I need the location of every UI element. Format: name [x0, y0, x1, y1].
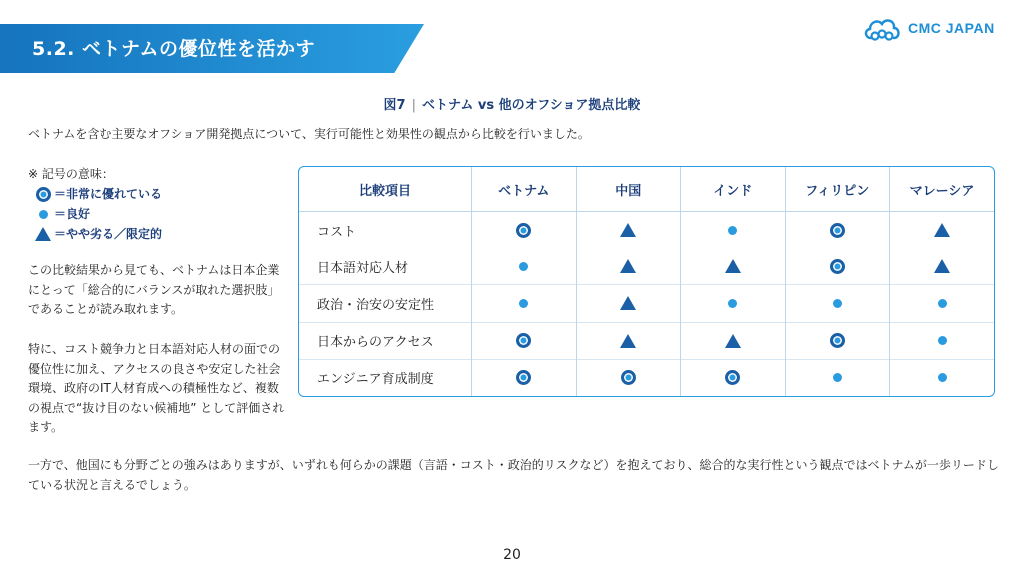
- figure-label: 図7: [383, 98, 406, 113]
- double-circle-icon: [516, 333, 531, 348]
- rating-cell: [576, 212, 681, 249]
- circle-icon: [833, 299, 842, 308]
- triangle-icon: [725, 259, 741, 273]
- rating-cell: [785, 322, 890, 359]
- rating-cell: [681, 359, 786, 396]
- cloud-logo-icon: [862, 14, 902, 42]
- rating-cell: [785, 285, 890, 322]
- page-number: 20: [503, 547, 521, 563]
- table-row: [299, 212, 994, 249]
- comparison-table: [298, 166, 995, 397]
- double-circle-icon: [516, 223, 531, 238]
- table-header-cell: マレーシア: [890, 167, 995, 212]
- circle-icon: [519, 262, 528, 271]
- double-circle-icon: [830, 223, 845, 238]
- rating-cell: [681, 212, 786, 249]
- rating-cell: [472, 212, 577, 249]
- rating-cell: [576, 359, 681, 396]
- legend-item: ＝やや劣る／限定的: [28, 224, 162, 244]
- table-row: [299, 359, 994, 396]
- table-header-cell: インド: [681, 167, 786, 212]
- company-logo: [862, 14, 995, 42]
- rating-cell: [472, 322, 577, 359]
- circle-icon: [833, 373, 842, 382]
- triangle-icon: [725, 334, 741, 348]
- detail-paragraph: 特に、コスト競争力と日本語対応人材の面での優位性に加え、アクセスの良さや安定した社会環境、政府のIT人材育成への積極性など、複数の視点で“抜け目のない候補地” として評価されます。: [28, 342, 285, 434]
- row-label: 日本語対応人材: [317, 260, 409, 276]
- triangle-icon: [934, 259, 950, 273]
- triangle-icon: [620, 259, 636, 273]
- rating-cell: [890, 212, 995, 249]
- table-header-cell: 比較項目: [299, 167, 472, 212]
- rating-cell: [890, 285, 995, 322]
- rating-cell: [576, 322, 681, 359]
- figure-title: 図7 | ベトナム vs 他のオフショア拠点比較: [383, 98, 641, 113]
- rating-cell: [681, 248, 786, 285]
- rating-cell: [681, 285, 786, 322]
- double-circle-icon: [830, 333, 845, 348]
- rating-cell: [472, 359, 577, 396]
- triangle-icon: [620, 296, 636, 310]
- figure-caption: ベトナム vs 他のオフショア拠点比較: [421, 98, 641, 113]
- rating-cell: [472, 285, 577, 322]
- legend-heading: ※ 記号の意味：: [28, 167, 114, 181]
- triangle-icon: [620, 223, 636, 237]
- double-circle-icon: [830, 259, 845, 274]
- triangle-icon: [620, 334, 636, 348]
- circle-icon: [938, 299, 947, 308]
- table-header-row: [299, 167, 994, 212]
- circle-icon: [728, 226, 737, 235]
- legend-item: ＝非常に優れている: [28, 184, 162, 204]
- table-header-cell: 中国: [576, 167, 681, 212]
- legend-item: ＝良好: [28, 204, 162, 224]
- logo-text: CMC JAPAN: [908, 20, 995, 36]
- rating-cell: [785, 359, 890, 396]
- summary-paragraph: この比較結果から見ても、ベトナムは日本企業にとって「総合的にバランスが取れた選択肢」であることが読み取れます。: [28, 263, 280, 316]
- rating-cell: [576, 285, 681, 322]
- double-circle-icon: [725, 370, 740, 385]
- double-circle-icon: [516, 370, 531, 385]
- double-circle-icon: [36, 187, 51, 202]
- conclusion-text: 一方で、他国にも分野ごとの強みはありますが、いずれも何らかの課題（言語・コスト・政治的リスクなど）を抱えており、総合的な実行性という観点ではベトナムが一歩リードしている状況と言えるでしょう。: [28, 458, 999, 492]
- table-row: [299, 285, 994, 322]
- circle-icon: [938, 373, 947, 382]
- rating-cell: [890, 248, 995, 285]
- rating-cell: [890, 322, 995, 359]
- rating-cell: [785, 248, 890, 285]
- table-header-cell: フィリピン: [785, 167, 890, 212]
- rating-cell: [576, 248, 681, 285]
- row-label: コスト: [299, 212, 472, 249]
- circle-icon: [519, 299, 528, 308]
- rating-cell: [472, 248, 577, 285]
- row-label: 政治・治安の安定性: [299, 285, 472, 322]
- table-header-cell: ベトナム: [472, 167, 577, 212]
- row-label: 日本からのアクセス: [299, 322, 472, 359]
- intro-text: ベトナムを含む主要なオフショア開発拠点について、実行可能性と効果性の観点から比較を行いました。: [28, 127, 590, 141]
- rating-cell: [681, 322, 786, 359]
- section-title: 5.2. ベトナムの優位性を活かす: [32, 38, 316, 60]
- circle-icon: [938, 336, 947, 345]
- row-label: エンジニア育成制度: [299, 359, 472, 396]
- circle-icon: [39, 210, 48, 219]
- rating-cell: [785, 212, 890, 249]
- rating-cell: [890, 359, 995, 396]
- circle-icon: [728, 299, 737, 308]
- triangle-icon: [934, 223, 950, 237]
- legend: [28, 164, 162, 244]
- table-row: [299, 248, 994, 285]
- double-circle-icon: [621, 370, 636, 385]
- table-row: [299, 322, 994, 359]
- triangle-icon: [35, 227, 51, 241]
